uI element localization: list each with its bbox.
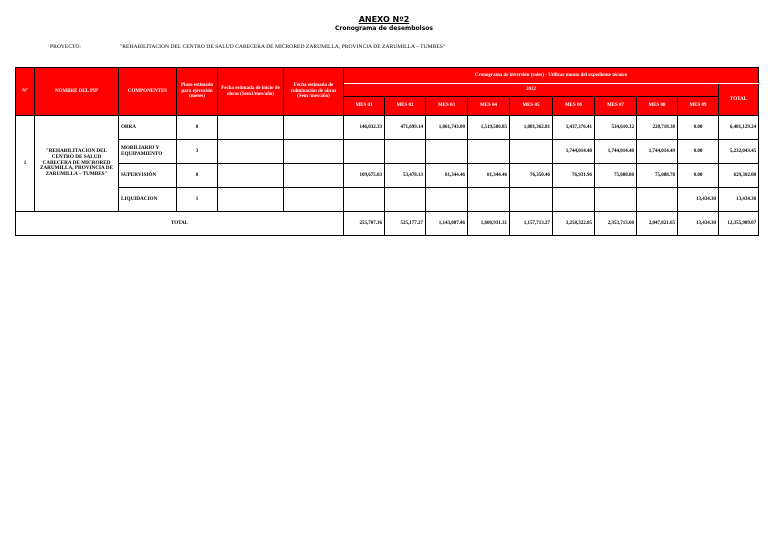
amount-cell: 1,519,586.85 <box>468 116 510 140</box>
end-date-cell <box>284 116 344 140</box>
row-total: 6,481,129.24 <box>719 116 759 140</box>
amount-cell: 1,061,743.00 <box>426 116 468 140</box>
component-name: LIQUIDACION <box>119 188 177 212</box>
table-row <box>16 188 759 212</box>
amount-cell: 109,675.03 <box>344 164 385 188</box>
start-date-cell <box>218 116 284 140</box>
grand-total: 12,355,909.07 <box>719 212 759 236</box>
amount-cell <box>468 188 510 212</box>
totals-label: TOTAL <box>16 212 344 236</box>
total-cell: 2,047,821.65 <box>637 212 678 236</box>
col-header-components: COMPONENTES <box>119 68 177 116</box>
amount-cell <box>510 188 553 212</box>
amount-cell <box>344 140 385 164</box>
amount-cell: 75,088.80 <box>595 164 637 188</box>
row-total: 629,302.08 <box>719 164 759 188</box>
amount-cell: 1,437,376.41 <box>553 116 595 140</box>
month-header: MES 09 <box>678 97 719 116</box>
term-cell: 1 <box>177 188 218 212</box>
col-header-start-date: Fecha estimada de inicio de obras (Sem1/mes/año) <box>218 68 284 116</box>
col-header-end-date: Fecha estimada de culminación de obras (Sem /mes/año) <box>284 68 344 116</box>
amount-cell <box>344 188 385 212</box>
month-header: MES 08 <box>637 97 678 116</box>
amount-cell <box>468 140 510 164</box>
amount-cell: 75,088.78 <box>637 164 678 188</box>
term-cell: 8 <box>177 116 218 140</box>
table-row <box>16 116 759 140</box>
amount-cell <box>595 188 637 212</box>
total-cell: 13,434.30 <box>678 212 719 236</box>
amount-cell <box>385 140 426 164</box>
component-name: SUPERVISIÓN <box>119 164 177 188</box>
month-header: MES 02 <box>385 97 426 116</box>
totals-row <box>16 212 759 236</box>
start-date-cell <box>218 140 284 164</box>
amount-cell: 0.00 <box>678 116 719 140</box>
row-number: 1 <box>16 116 35 212</box>
amount-cell: 13,434.30 <box>678 188 719 212</box>
month-header: MES 03 <box>426 97 468 116</box>
annex-title: ANEXO Nº2 <box>358 15 410 24</box>
amount-cell: 76,350.46 <box>510 164 553 188</box>
start-date-cell <box>218 164 284 188</box>
amount-cell: 53,478.13 <box>385 164 426 188</box>
amount-cell <box>385 188 426 212</box>
total-cell: 2,353,713.60 <box>595 212 637 236</box>
end-date-cell <box>284 188 344 212</box>
total-cell: 255,707.36 <box>344 212 385 236</box>
component-name: MOBILIARIO Y EQUIPAMIENTO <box>119 140 177 164</box>
amount-cell <box>637 188 678 212</box>
month-header: MES 04 <box>468 97 510 116</box>
total-cell: 1,600,931.31 <box>468 212 510 236</box>
month-header: MES 07 <box>595 97 637 116</box>
amount-cell <box>510 140 553 164</box>
amount-cell: 81,344.46 <box>468 164 510 188</box>
amount-cell: 1,744,014.48 <box>553 140 595 164</box>
project-label: PROYECTO: <box>50 44 81 50</box>
row-total: 5,232,043.45 <box>719 140 759 164</box>
pip-name: "REHABILITACION DEL CENTRO DE SALUD CABECERA DE MICRORED ZARUMILLA, PROVINCIA DE ZARUMILLA – TUMBES" <box>35 116 119 212</box>
amount-cell: 228,718.38 <box>637 116 678 140</box>
disbursement-schedule-table <box>15 67 759 236</box>
total-cell: 3,258,322.85 <box>553 212 595 236</box>
total-cell: 1,157,713.27 <box>510 212 553 236</box>
component-name: OBRA <box>119 116 177 140</box>
col-header-term: Plazo estimado para ejecución (meses) <box>177 68 218 116</box>
table-row <box>16 140 759 164</box>
amount-cell: 76,931.96 <box>553 164 595 188</box>
amount-cell: 471,699.14 <box>385 116 426 140</box>
total-cell: 525,177.27 <box>385 212 426 236</box>
row-total: 13,434.30 <box>719 188 759 212</box>
table-row <box>16 164 759 188</box>
end-date-cell <box>284 140 344 164</box>
project-name: "REHABILITACION DEL CENTRO DE SALUD CABECERA DE MICRORED ZARUMILLA, PROVINCIA DE ZARUMILLA – TUMBES" <box>120 44 446 50</box>
amount-cell: 1,744,014.49 <box>637 140 678 164</box>
col-header-schedule: Cronograma de inversión (soles) - Utilizar monto del expediente técnico <box>344 68 759 84</box>
col-header-year: 2022 <box>344 84 719 97</box>
amount-cell: 81,344.46 <box>426 164 468 188</box>
col-header-pip: NOMBRE DEL PIP <box>35 68 119 116</box>
month-header: MES 06 <box>553 97 595 116</box>
amount-cell: 0.00 <box>678 164 719 188</box>
month-header: MES 05 <box>510 97 553 116</box>
amount-cell: 534,610.32 <box>595 116 637 140</box>
total-cell: 1,143,087.46 <box>426 212 468 236</box>
annex-subtitle: Cronograma de desembolsos <box>334 25 434 32</box>
amount-cell: 1,744,014.48 <box>595 140 637 164</box>
col-header-number: N° <box>16 68 35 116</box>
amount-cell <box>553 188 595 212</box>
start-date-cell <box>218 188 284 212</box>
month-header: MES 01 <box>344 97 385 116</box>
amount-cell <box>426 188 468 212</box>
amount-cell <box>426 140 468 164</box>
term-cell: 3 <box>177 140 218 164</box>
amount-cell: 1,081,362.81 <box>510 116 553 140</box>
amount-cell: 0.00 <box>678 140 719 164</box>
term-cell: 8 <box>177 164 218 188</box>
end-date-cell <box>284 164 344 188</box>
col-header-total: TOTAL <box>719 84 759 116</box>
amount-cell: 146,032.33 <box>344 116 385 140</box>
